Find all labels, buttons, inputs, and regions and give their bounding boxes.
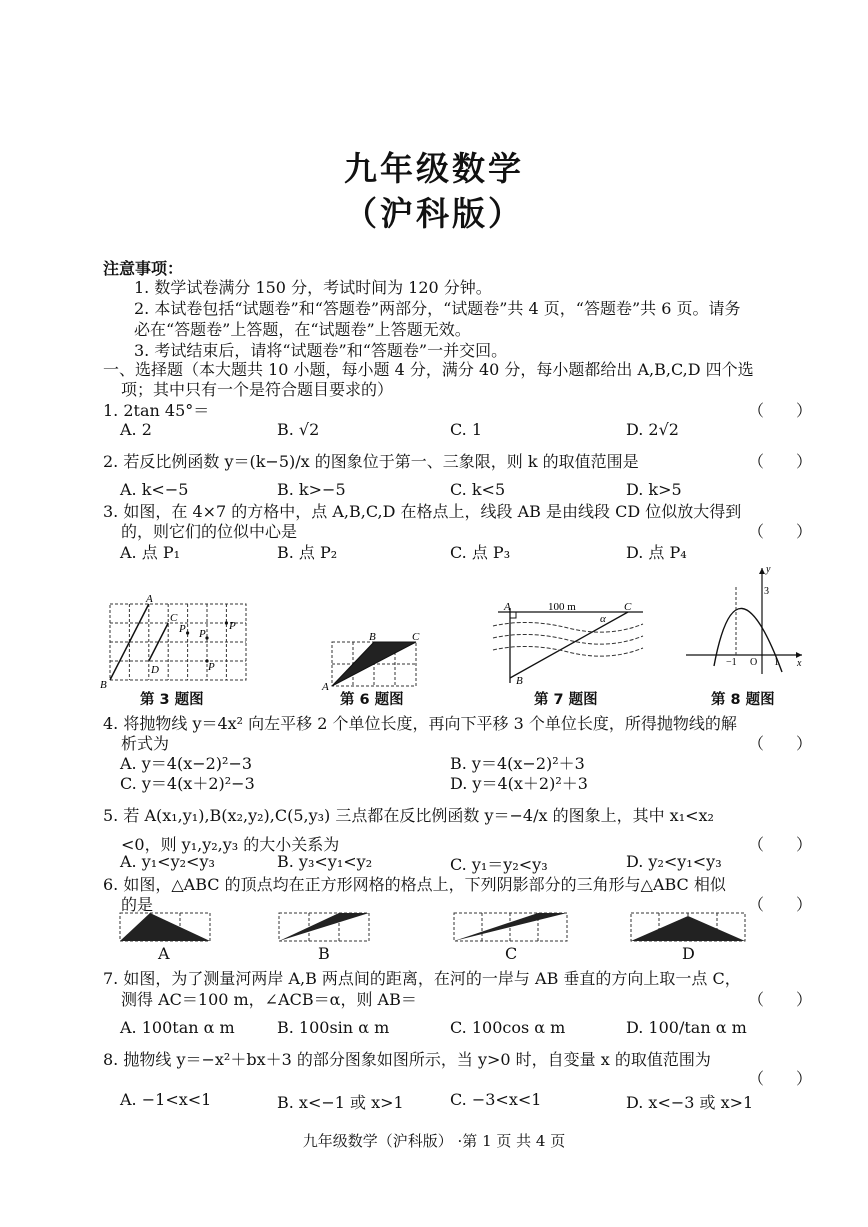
svg-text:P: P [179,623,186,635]
q8-option-d: D. x<−3 或 x>1 [626,1093,754,1112]
q3-stem: 3. 如图，在 4×7 的方格中，点 A,B,C,D 在格点上，线段 AB 是由线段 CD 位似放大得到 [103,502,742,521]
q4-option-d: D. y＝4(x＋2)²＋3 [450,774,588,793]
q6-option-b: B [318,944,330,963]
q5-option-b: B. y₃<y₁<y₂ [277,852,373,871]
q2-option-c: C. k<5 [450,480,506,499]
q6-option-a: A [158,944,170,963]
q2-option-a: A. k<−5 [120,480,189,499]
q3-option-a: A. 点 P₁ [120,543,180,562]
q3-option-d: D. 点 P₄ [626,543,687,562]
q5-stem-cont: <0，则 y₁,y₂,y₃ 的大小关系为 [121,835,340,854]
svg-text:A: A [322,681,329,693]
notice-heading: 注意事项： [103,259,184,278]
q4-option-b: B. y＝4(x−2)²＋3 [450,754,585,773]
q6-option-c: C [505,944,518,963]
figure-7-caption: 第 7 题图 [534,692,598,708]
q5-option-a: A. y₁<y₂<y₃ [120,852,215,871]
q7-stem-cont: 测得 AC＝100 m，∠ACB＝α，则 AB＝ [121,990,417,1009]
page-footer: 九年级数学（沪科版） ·第 1 页 共 4 页 [302,1132,566,1150]
svg-text:3: 3 [764,586,769,597]
svg-text:1: 1 [774,657,779,668]
figure-3-caption: 第 3 题图 [140,692,204,708]
svg-text:B: B [100,679,107,691]
q5-option-c: C. y₁＝y₂<y₃ [450,855,548,874]
q6-option-d-figure [630,912,746,942]
figure-8-parabola [684,566,804,676]
q3-stem-cont: 的，则它们的位似中心是 [121,522,298,541]
q3-answer-blank[interactable]: （ ） [748,522,813,541]
q1-option-a: A. 2 [120,420,152,439]
svg-text:x: x [797,658,802,669]
q5-option-d: D. y₂<y₁<y₃ [626,852,722,871]
svg-text:A: A [504,601,511,613]
q7-option-d: D. 100/tan α m [626,1018,747,1037]
figure-6-caption: 第 6 题图 [340,692,404,708]
svg-text:C: C [624,601,632,613]
q8-option-a: A. −1<x<1 [120,1090,212,1109]
svg-text:B: B [369,631,376,643]
q4-stem-cont: 析式为 [121,734,170,753]
q8-answer-blank[interactable]: （ ） [748,1069,813,1088]
q7-answer-blank[interactable]: （ ） [748,990,813,1009]
svg-text:P: P [229,620,236,632]
svg-text:y: y [766,564,771,575]
svg-text:P: P [199,628,206,640]
figure-6-triangle [320,630,430,693]
figure-3-grid [100,594,250,689]
svg-text:−1: −1 [726,657,737,668]
q7-stem: 7. 如图，为了测量河两岸 A,B 两点间的距离，在河的一岸与 AB 垂直的方向上取一点 C， [103,969,741,988]
svg-text:C: C [412,631,420,643]
q1-stem: 1. 2tan 45°＝ [103,401,210,420]
q3-option-c: C. 点 P₃ [450,543,511,562]
svg-text:C: C [170,612,178,624]
q7-option-b: B. 100sin α m [277,1018,390,1037]
q6-option-b-figure [278,912,370,942]
q6-option-c-figure [453,912,568,942]
section-heading: 一、选择题（本大题共 10 小题，每小题 4 分，满分 40 分，每小题都给出 A,B,C,D 四个选 [103,360,754,379]
q8-option-c: C. −3<x<1 [450,1090,542,1109]
q2-option-b: B. k>−5 [277,480,346,499]
figure-7-distance-label: 100 m [548,601,576,613]
q1-option-c: C. 1 [450,420,483,439]
svg-text:A: A [146,593,153,605]
page-subtitle: （沪科版） [344,194,524,233]
svg-text:D: D [151,664,159,676]
q6-option-a-figure [119,912,211,942]
section-heading-cont: 项；其中只有一个是符合题目要求的） [121,380,394,399]
svg-text:P: P [208,661,215,673]
q6-answer-blank[interactable]: （ ） [748,895,813,914]
q6-stem-cont: 的是 [121,895,154,914]
q2-option-d: D. k>5 [626,480,682,499]
figure-7-river [488,598,648,688]
notice-line-1: 1. 数学试卷满分 150 分，考试时间为 120 分钟。 [134,278,492,297]
q6-option-d: D [682,944,695,963]
q4-stem: 4. 将抛物线 y＝4x² 向左平移 2 个单位长度，再向下平移 3 个单位长度，所得抛物线的解 [103,714,737,733]
q7-option-a: A. 100tan α m [120,1018,235,1037]
svg-text:O: O [750,657,758,668]
q6-stem: 6. 如图，△ABC 的顶点均在正方形网格的格点上，下列阴影部分的三角形与△ABC 相似 [103,875,726,894]
q8-option-b: B. x<−1 或 x>1 [277,1093,404,1112]
q3-option-b: B. 点 P₂ [277,543,338,562]
q8-stem: 8. 抛物线 y＝−x²＋bx＋3 的部分图象如图所示，当 y>0 时，自变量 x 的取值范围为 [103,1050,711,1069]
q1-option-b: B. √2 [277,420,320,439]
q4-option-a: A. y＝4(x−2)²−3 [120,754,253,773]
q5-answer-blank[interactable]: （ ） [748,835,813,854]
q2-stem: 2. 若反比例函数 y＝(k−5)/x 的图象位于第一、三象限，则 k 的取值范围是 [103,452,639,471]
notice-line-2: 2. 本试卷包括“试题卷”和“答题卷”两部分，“试题卷”共 4 页，“答题卷”共 6 页。请务 [134,299,741,318]
q5-stem: 5. 若 A(x₁,y₁),B(x₂,y₂),C(5,y₃) 三点都在反比例函数 y＝−4/x 的图象上，其中 x₁<x₂ [103,806,714,825]
q1-answer-blank[interactable]: （ ） [748,401,813,420]
figure-8-caption: 第 8 题图 [711,692,775,708]
q7-option-c: C. 100cos α m [450,1018,566,1037]
q4-option-c: C. y＝4(x＋2)²−3 [120,774,255,793]
page-title: 九年级数学 [344,149,524,188]
notice-line-4: 3. 考试结束后，请将“试题卷”和“答题卷”一并交回。 [134,341,508,360]
svg-text:B: B [516,675,523,687]
q4-answer-blank[interactable]: （ ） [748,734,813,753]
svg-text:α: α [600,613,606,625]
q1-option-d: D. 2√2 [626,420,679,439]
q2-answer-blank[interactable]: （ ） [748,452,813,471]
notice-line-3: 必在“答题卷”上答题，在“试题卷”上答题无效。 [134,320,471,339]
